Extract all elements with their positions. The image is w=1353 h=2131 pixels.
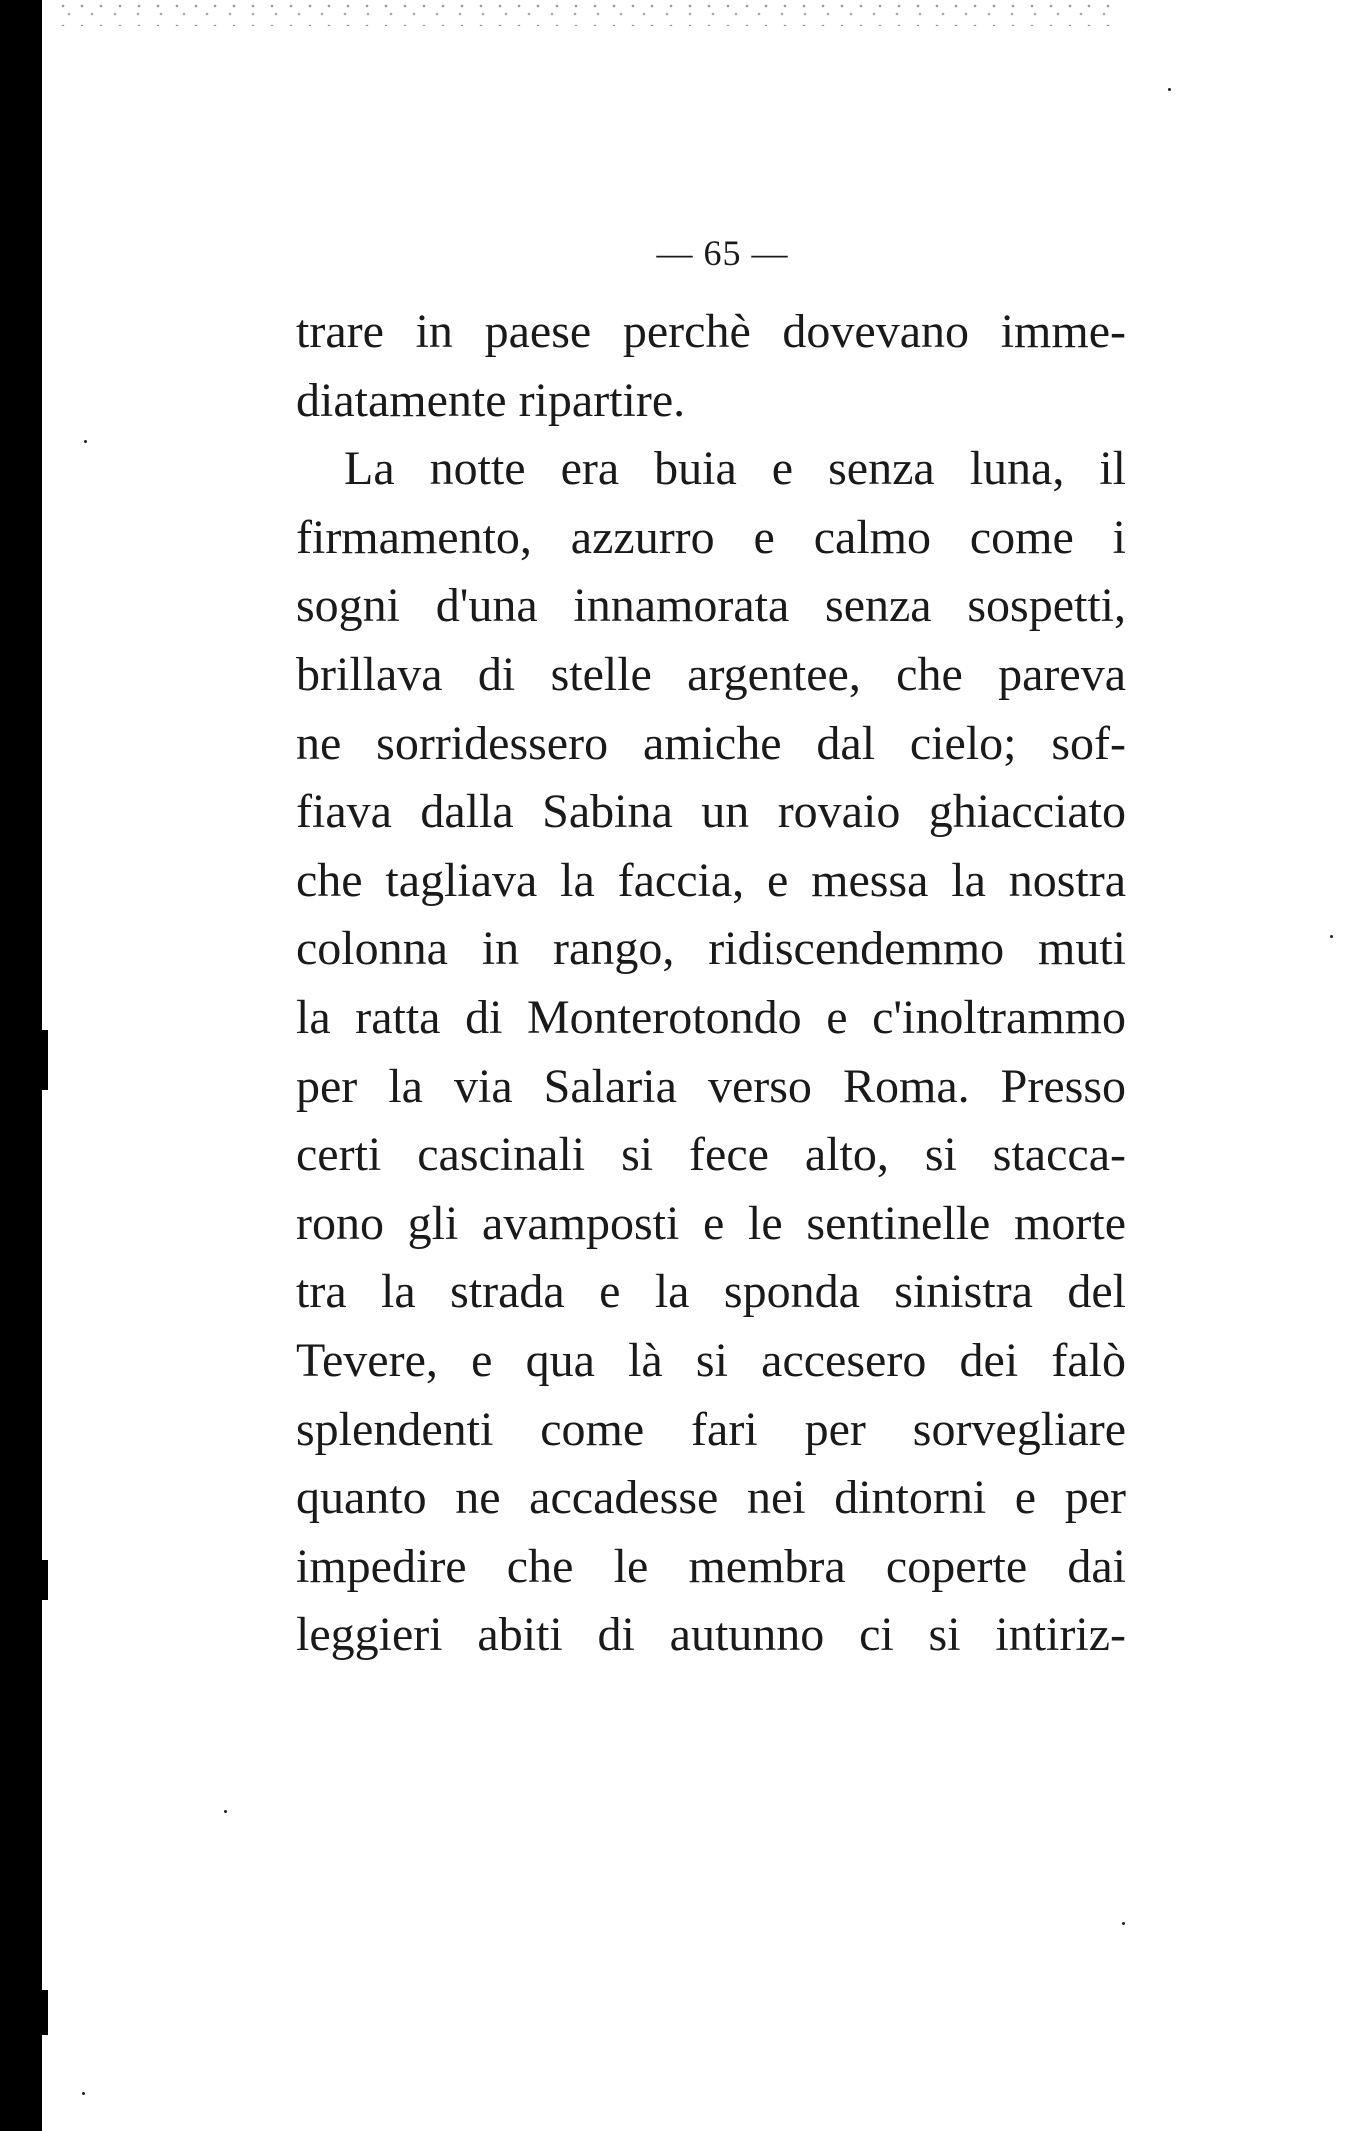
scan-speck (82, 2092, 85, 2095)
binding-notch (40, 1990, 48, 2035)
text-line: che tagliava la faccia, e messa la nostra (296, 853, 1126, 907)
page-number: — 65 — (656, 233, 789, 273)
text-line: rono gli avamposti e le sentinelle morte (296, 1196, 1126, 1250)
text-line: impedire che le membra coperte dai (296, 1539, 1126, 1593)
text-line: certi cascinali si fece alto, si stacca- (296, 1128, 1126, 1182)
text-line: fiava dalla Sabina un rovaio ghiacciato (296, 785, 1126, 839)
scan-speck (224, 1810, 227, 1813)
text-line: per la via Salaria verso Roma. Presso (296, 1059, 1126, 1113)
text-line: brillava di stelle argentee, che pareva (296, 647, 1126, 701)
binding-notch (40, 1030, 48, 1090)
scan-speck (1168, 88, 1171, 91)
scan-speck (84, 440, 87, 443)
body-text (296, 298, 1126, 1670)
text-line: leggieri abiti di autunno ci si intiriz- (296, 1608, 1126, 1662)
text-line: firmamento, azzurro e calmo come i (296, 510, 1126, 564)
text-line: Tevere, e qua là si accesero dei falò (296, 1333, 1126, 1387)
text-line: diatamente ripartire. (296, 373, 686, 427)
text-line: colonna in rango, ridiscendemmo muti (296, 922, 1126, 976)
text-line: tra la strada e la sponda sinistra del (296, 1265, 1126, 1319)
scan-binding-edge (0, 0, 42, 2131)
binding-notch (40, 1560, 48, 1600)
text-line: sogni d'una innamorata senza sospetti, (296, 579, 1126, 633)
scan-speck (1122, 1922, 1125, 1925)
text-line: la ratta di Monterotondo e c'inoltrammo (296, 990, 1126, 1044)
text-line: La notte era buia e senza luna, il (344, 442, 1126, 496)
text-line: splendenti come fari per sorvegliare (296, 1402, 1126, 1456)
text-line: trare in paese perchè dovevano imme- (296, 305, 1126, 358)
scan-speck (1330, 935, 1333, 938)
text-line: quanto ne accadesse nei dintorni e per (296, 1471, 1126, 1525)
scan-noise-top (60, 0, 1120, 26)
text-line: ne sorridessero amiche dal cielo; sof- (296, 716, 1126, 770)
